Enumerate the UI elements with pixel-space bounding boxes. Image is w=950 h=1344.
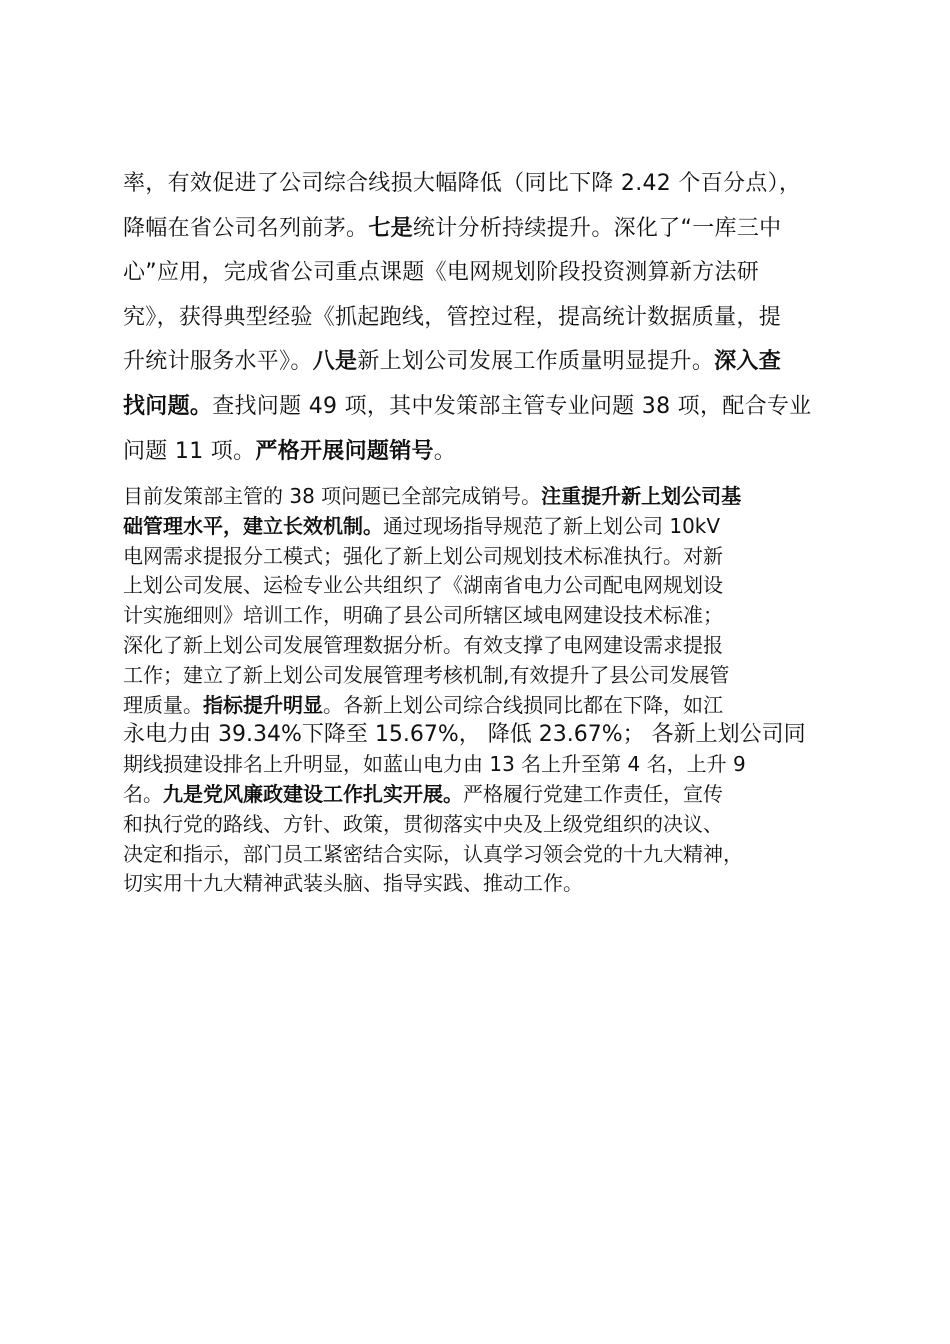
bold-run: 深入查 <box>714 349 782 375</box>
text-run: 究》，获得典型经验《抓起跑线，管控过程，提高统计数据质量，提 <box>123 304 782 330</box>
text-line <box>123 601 856 631</box>
text-run: 深化了新上划公司发展管理数据分析。有效支撑了电网建设需求提报 <box>123 632 723 657</box>
text-line <box>123 251 856 296</box>
text-run: 上划公司发展、运检专业公共组织了《湖南省电力公司配电网规划设 <box>123 573 723 598</box>
text-run: 目前发策部主管的 38 项问题已全部完成销号。 <box>123 484 542 508</box>
paragraph-1 <box>123 162 856 474</box>
text-run: 和执行党的路线、方针、政策，贯彻落实中央及上级党组织的决议、 <box>123 811 723 836</box>
text-line <box>123 780 856 810</box>
text-line <box>123 430 856 475</box>
text-run: 通过现场指导规范了新上划公司 10kV <box>383 513 721 538</box>
text-line <box>123 810 856 840</box>
bold-run: 指标提升明显 <box>203 692 323 717</box>
text-line <box>123 750 856 780</box>
text-line <box>123 512 856 542</box>
text-run: 永电力由 39.34%下降至 15.67%， 降低 23.67%； 各新上划公司同 <box>123 722 806 748</box>
text-run: 新上划公司发展工作质量明显提升。 <box>357 349 715 375</box>
text-run: 工作；建立了新上划公司发展管理考核机制,有效提升了县公司发展管 <box>123 662 730 687</box>
text-run: 率，有效促进了公司综合线损大幅降低（同比下降 2.42 个百分点）， <box>123 171 802 196</box>
text-line <box>123 661 856 691</box>
text-run: 问题 11 项。 <box>123 438 256 464</box>
text-run: 切实用十九大精神武装头脑、指导实践、推动工作。 <box>123 871 583 896</box>
text-run: 计实施细则》培训工作，明确了县公司所辖区域电网建设技术标准； <box>123 603 723 628</box>
text-run: 查找问题 49 项，其中发策部主管专业问题 38 项，配合专业 <box>212 393 812 419</box>
text-line <box>123 482 856 512</box>
text-line <box>123 207 856 252</box>
text-line <box>123 385 856 430</box>
text-run: 升统计服务水平》。 <box>123 349 313 375</box>
text-run: 决定和指示，部门员工紧密结合实际，认真学习领会党的十九大精神， <box>123 841 743 866</box>
text-run: 心”应用，完成省公司重点课题《电网规划阶段投资测算新方法研 <box>123 260 760 286</box>
bold-run: 找问题。 <box>123 393 213 419</box>
text-run: 名。 <box>123 781 163 806</box>
text-run: 。各新上划公司综合线损同比都在下降，如江 <box>323 692 723 717</box>
text-line <box>123 869 856 899</box>
text-run: 。 <box>433 438 457 464</box>
paragraph-2 <box>123 482 856 899</box>
text-line <box>123 162 856 207</box>
bold-run: 九是党风廉政建设工作扎实开展。 <box>163 781 463 806</box>
text-line <box>123 296 856 341</box>
bold-run: 严格开展问题销号 <box>255 438 434 464</box>
text-line <box>123 720 856 750</box>
text-line <box>123 631 856 661</box>
bold-run: 注重提升新上划公司基 <box>541 484 742 508</box>
text-run: 统计分析持续提升。深化了“一库三中 <box>412 215 782 241</box>
text-run: 严格履行党建工作责任，宣传 <box>463 781 723 806</box>
text-run: 期线损建设排名上升明显，如蓝山电力由 13 名上升至第 4 名，上升 9 <box>123 752 746 777</box>
bold-run: 七是 <box>368 215 413 241</box>
text-run: 降幅在省公司名列前茅。 <box>123 215 369 241</box>
text-line <box>123 542 856 572</box>
text-run: 电网需求提报分工模式；强化了新上划公司规划技术标准执行。对新 <box>123 543 723 568</box>
text-line <box>123 691 856 721</box>
bold-run: 础管理水平，建立长效机制。 <box>123 513 383 538</box>
text-line <box>123 571 856 601</box>
text-line <box>123 840 856 870</box>
bold-run: 八是 <box>312 349 358 375</box>
text-line <box>123 340 856 385</box>
text-run: 理质量。 <box>123 692 203 717</box>
